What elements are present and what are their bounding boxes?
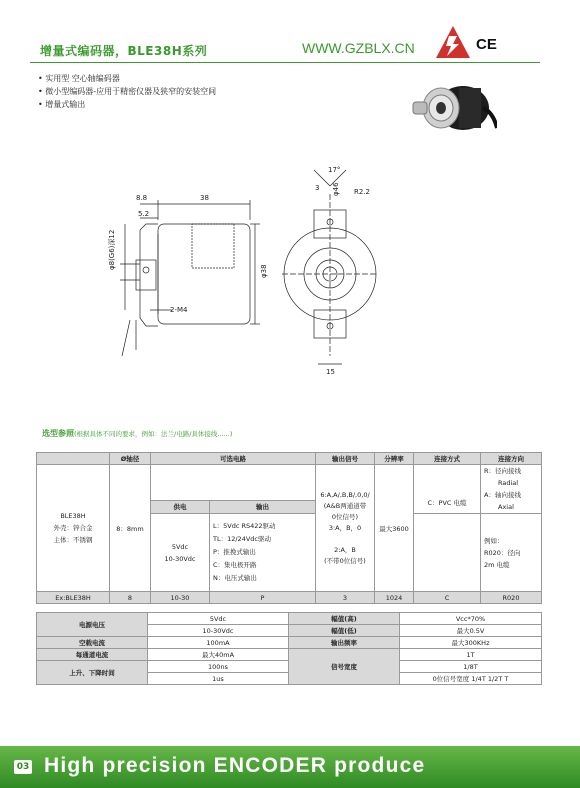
shaft-cell: 8：8mm	[110, 465, 151, 592]
header-direction: 连接方向	[481, 453, 542, 465]
spec-label: 每通道电流	[37, 649, 148, 661]
header-signal: 输出信号	[316, 453, 375, 465]
dim-38: 38	[200, 194, 209, 202]
dim-3: 3	[315, 184, 320, 192]
header-connection: 连接方式	[414, 453, 481, 465]
selection-title: 选型参照	[42, 429, 74, 438]
dim-5-2: 5.2	[138, 210, 150, 218]
dim-17deg: 17°	[328, 166, 341, 174]
header-supply: 供电	[151, 500, 210, 513]
side-view	[120, 200, 260, 356]
dimension-drawing	[100, 160, 400, 378]
dim-phi38: φ38	[260, 264, 268, 278]
header-resolution: 分辨率	[375, 453, 414, 465]
selection-table	[36, 452, 542, 604]
dim-r22: R2.2	[354, 188, 370, 196]
selection-note: (根据具体不同的要求，例如：法兰/电路/具体接线......)	[74, 430, 233, 438]
dim-2-m4: 2-M4	[170, 306, 188, 314]
feature-item: • 增量式输出	[38, 98, 216, 111]
header-shaft: Ø轴径	[110, 453, 151, 465]
website-url[interactable]: WWW.GZBLX.CN	[302, 40, 415, 56]
feature-item: • 实用型 空心轴编码器	[38, 72, 216, 85]
dim-15: 15	[326, 368, 335, 376]
dim-8-8: 8.8	[136, 194, 148, 202]
header-circuit: 可选电路	[151, 453, 316, 465]
company-logo	[432, 24, 474, 60]
signal-cell: 6:A,A/,B,B/,0,0/ (A&B两通道带 0位信号) 3:A，B，0 2:A，B (不带0位信号)	[316, 465, 375, 592]
product-photo	[405, 78, 497, 142]
model-cell: BLE38H 外壳：锌合金 主体：不锈钢	[37, 465, 110, 592]
example-direction-cell: 例如： R020：径向 2m 电缆	[481, 514, 542, 592]
resolution-cell: 最大3600	[375, 465, 414, 592]
selection-heading	[42, 428, 232, 439]
header-output: 输出	[210, 500, 316, 513]
spec-table: 电源电压 5Vdc 幅值(高) Vcc*70% 10-30Vdc 幅值(低) 最大0.5V 空载电流 100mA 输出频率 最大300KHz 每通道电流 最大40mA 信号宽度 1T 上升、下降时间 100ns 1/8T 1us 0位信号宽度 1/4T 1/2T T	[36, 612, 542, 685]
spec-label: 信号宽度	[289, 649, 400, 685]
ce-mark: CE	[476, 36, 497, 53]
spec-label: 上升、下降时间	[37, 661, 148, 685]
header-divider	[30, 62, 540, 63]
feature-list	[38, 72, 216, 111]
supply-cell: 5Vdc 10-30Vdc	[151, 514, 210, 592]
page-title: 增量式编码器，BLE38H系列	[40, 44, 208, 58]
connection-cell: C：PVC 电缆	[414, 465, 481, 514]
dim-phi8: φ8(G6)深12	[108, 229, 116, 270]
front-view	[282, 170, 378, 364]
spec-label: 幅值(高)	[289, 613, 400, 625]
example-row: Ex:BLE38H 8 10-30 P 3 1024 C R020	[37, 592, 542, 604]
spec-label: 空载电流	[37, 637, 148, 649]
spec-label: 幅值(低)	[289, 625, 400, 637]
page-number: 03	[14, 760, 32, 774]
spec-label: 电源电压	[37, 613, 148, 637]
spec-label: 输出频率	[289, 637, 400, 649]
output-cell: L：5Vdc RS422驱动 TL：12/24Vdc驱动 P：推挽式输出 C：集电极开路 N：电压式输出	[210, 514, 316, 592]
direction-cell: R：径向接线 Radial A：轴向接线 Axial	[481, 465, 542, 514]
footer-slogan: High precision ENCODER produce	[44, 754, 426, 777]
feature-item: • 微小型编码器-应用于精密仪器及狭窄的安装空间	[38, 85, 216, 98]
dim-phi46: φ46	[332, 182, 340, 196]
